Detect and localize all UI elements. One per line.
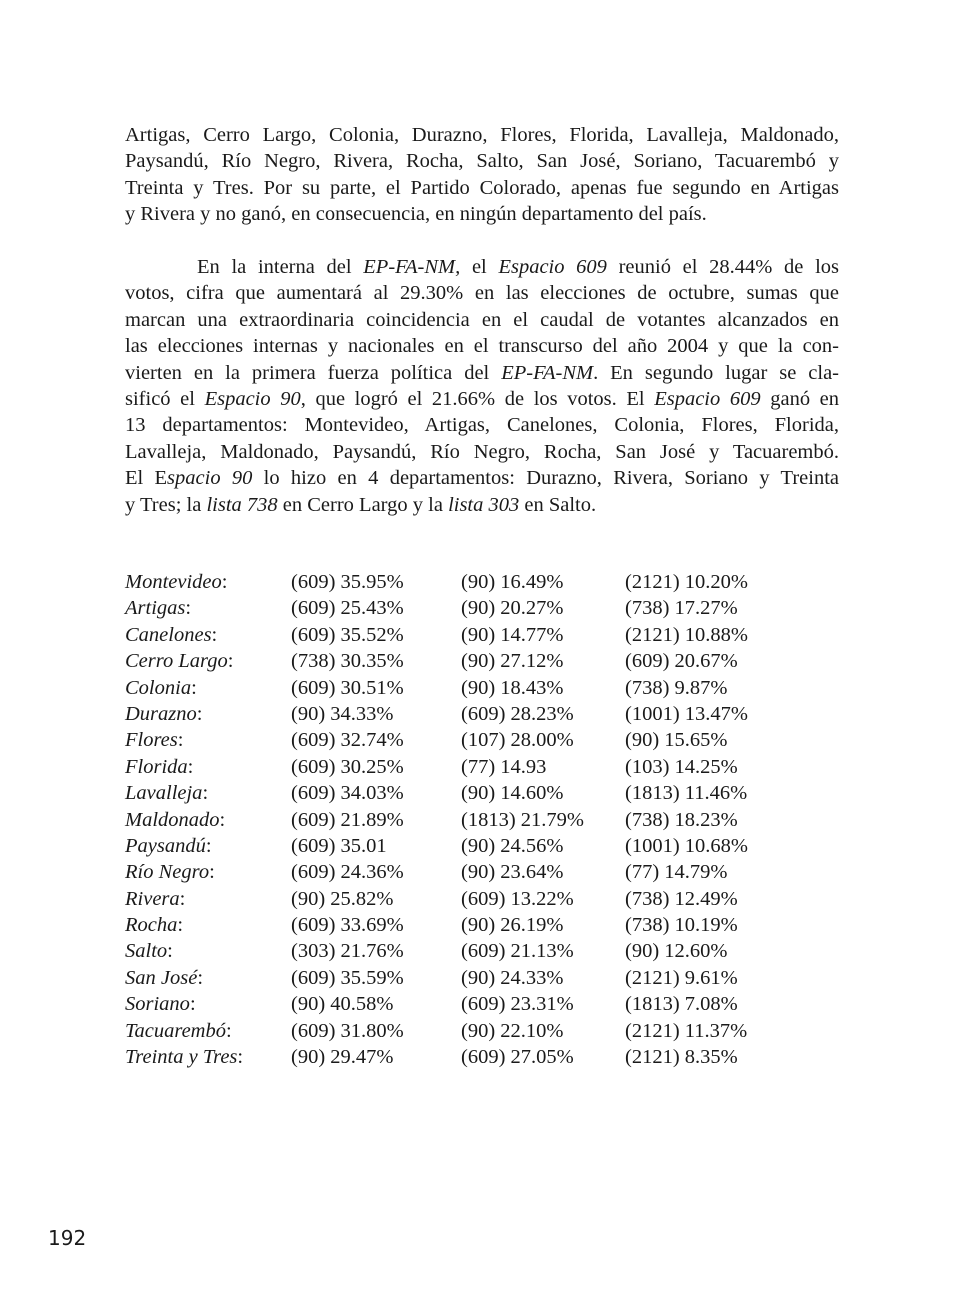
result-cell-1: (609) 35.01 bbox=[291, 834, 387, 857]
result-cell-2: (609) 23.31% bbox=[461, 993, 574, 1016]
result-cell-2: (90) 27.12% bbox=[461, 650, 564, 673]
result-cell-1: (609) 35.95% bbox=[291, 571, 404, 593]
result-cell-1: (738) 30.35% bbox=[291, 650, 404, 673]
department-name: Rivera: bbox=[125, 887, 186, 910]
result-cell-3: (77) 14.79% bbox=[625, 861, 728, 884]
result-cell-1: (90) 40.58% bbox=[291, 993, 394, 1016]
page-number: 192 bbox=[48, 1226, 87, 1250]
department-name: Rocha: bbox=[125, 914, 184, 937]
table-row bbox=[125, 859, 795, 885]
result-cell-1: (609) 21.89% bbox=[291, 808, 404, 831]
paragraph-internal-election bbox=[125, 254, 839, 518]
table-row bbox=[125, 1018, 795, 1044]
table-row bbox=[125, 569, 795, 595]
result-cell-1: (90) 34.33% bbox=[291, 702, 394, 725]
table-row bbox=[125, 965, 795, 991]
department-name: Maldonado: bbox=[125, 808, 226, 831]
result-cell-2: (77) 14.93 bbox=[461, 755, 547, 778]
result-cell-3: (2121) 11.37% bbox=[625, 1019, 748, 1042]
result-cell-1: (609) 25.43% bbox=[291, 597, 404, 620]
result-cell-1: (609) 31.80% bbox=[291, 1019, 404, 1042]
result-cell-2: (90) 18.43% bbox=[461, 676, 564, 699]
table-row bbox=[125, 938, 795, 964]
result-cell-1: (90) 25.82% bbox=[291, 887, 394, 910]
table-row bbox=[125, 622, 795, 648]
text-line: y Rivera y no ganó, en consecuencia, en ningún departamento del país. bbox=[125, 203, 707, 226]
result-cell-3: (1813) 11.46% bbox=[625, 782, 748, 805]
department-name: Montevideo: bbox=[125, 571, 228, 593]
department-name: Florida: bbox=[125, 755, 194, 778]
department-name: Flores: bbox=[125, 729, 184, 752]
result-cell-3: (738) 18.23% bbox=[625, 808, 738, 831]
result-cell-3: (738) 9.87% bbox=[625, 676, 728, 699]
result-cell-2: (90) 24.56% bbox=[461, 834, 564, 857]
department-name: Soriano: bbox=[125, 993, 196, 1016]
result-cell-3: (2121) 9.61% bbox=[625, 966, 738, 989]
department-name: San José: bbox=[125, 966, 204, 989]
result-cell-1: (303) 21.76% bbox=[291, 940, 404, 963]
result-cell-3: (2121) 10.88% bbox=[625, 623, 748, 646]
table-row bbox=[125, 912, 795, 938]
result-cell-3: (738) 12.49% bbox=[625, 887, 738, 910]
text-line: Lavalleja, Maldonado, Paysandú, Río Negro, Rocha, San José y Tacuarembó. bbox=[125, 440, 839, 463]
table-row bbox=[125, 675, 795, 701]
table-row bbox=[125, 648, 795, 674]
result-cell-1: (609) 33.69% bbox=[291, 914, 404, 937]
department-name: Colonia: bbox=[125, 676, 197, 699]
result-cell-2: (609) 21.13% bbox=[461, 940, 574, 963]
result-cell-2: (90) 22.10% bbox=[461, 1019, 564, 1042]
department-name: Salto: bbox=[125, 940, 173, 963]
department-name: Durazno: bbox=[125, 702, 203, 725]
text-line: marcan una extraordinaria coincidencia en el caudal de votantes alcanzados en bbox=[125, 308, 839, 331]
result-cell-2: (90) 26.19% bbox=[461, 914, 564, 937]
result-cell-3: (738) 10.19% bbox=[625, 914, 738, 937]
results-by-department-table bbox=[125, 569, 795, 1070]
result-cell-1: (609) 35.52% bbox=[291, 623, 404, 646]
result-cell-3: (609) 20.67% bbox=[625, 650, 738, 673]
table-row bbox=[125, 754, 795, 780]
result-cell-2: (90) 16.49% bbox=[461, 571, 564, 593]
result-cell-3: (90) 12.60% bbox=[625, 940, 728, 963]
result-cell-1: (609) 30.25% bbox=[291, 755, 404, 778]
table-row bbox=[125, 727, 795, 753]
text-line: En la interna del EP-FA-NM, el Espacio 609 reunió el 28.44% de los bbox=[197, 256, 839, 278]
result-cell-1: (609) 35.59% bbox=[291, 966, 404, 989]
result-cell-3: (103) 14.25% bbox=[625, 755, 738, 778]
text-line: El Espacio 90 lo hizo en 4 departamentos: Durazno, Rivera, Soriano y Treinta bbox=[125, 467, 839, 490]
department-name: Canelones: bbox=[125, 623, 218, 646]
department-name: Tacuarembó: bbox=[125, 1019, 232, 1042]
result-cell-2: (90) 23.64% bbox=[461, 861, 564, 884]
paragraph-departments-summary bbox=[125, 122, 839, 228]
department-name: Lavalleja: bbox=[125, 782, 209, 805]
table-row bbox=[125, 886, 795, 912]
text-line: y Tres; la lista 738 en Cerro Largo y la lista 303 en Salto. bbox=[125, 493, 597, 516]
table-row bbox=[125, 807, 795, 833]
table-row bbox=[125, 833, 795, 859]
table-row bbox=[125, 1044, 795, 1070]
result-cell-2: (90) 20.27% bbox=[461, 597, 564, 620]
result-cell-3: (2121) 8.35% bbox=[625, 1046, 738, 1069]
result-cell-2: (107) 28.00% bbox=[461, 729, 574, 752]
table-row bbox=[125, 595, 795, 621]
result-cell-2: (90) 14.77% bbox=[461, 623, 564, 646]
result-cell-2: (609) 13.22% bbox=[461, 887, 574, 910]
result-cell-3: (738) 17.27% bbox=[625, 597, 738, 620]
result-cell-1: (609) 32.74% bbox=[291, 729, 404, 752]
department-name: Cerro Largo: bbox=[125, 650, 234, 673]
result-cell-1: (90) 29.47% bbox=[291, 1046, 394, 1069]
text-line: vierten en la primera fuerza política del EP-FA-NM. En segundo lugar se cla- bbox=[125, 361, 839, 384]
result-cell-2: (90) 14.60% bbox=[461, 782, 564, 805]
table-row bbox=[125, 701, 795, 727]
result-cell-3: (1813) 7.08% bbox=[625, 993, 738, 1016]
result-cell-3: (90) 15.65% bbox=[625, 729, 728, 752]
result-cell-1: (609) 30.51% bbox=[291, 676, 404, 699]
result-cell-1: (609) 34.03% bbox=[291, 782, 404, 805]
result-cell-2: (609) 27.05% bbox=[461, 1046, 574, 1069]
result-cell-3: (1001) 13.47% bbox=[625, 702, 748, 725]
result-cell-1: (609) 24.36% bbox=[291, 861, 404, 884]
table-row bbox=[125, 780, 795, 806]
text-line: Artigas, Cerro Largo, Colonia, Durazno, Flores, Florida, Lavalleja, Maldonado, bbox=[125, 124, 839, 146]
text-line: votos, cifra que aumentará al 29.30% en las elecciones de octubre, sumas que bbox=[125, 282, 839, 305]
department-name: Río Negro: bbox=[125, 861, 215, 884]
result-cell-2: (1813) 21.79% bbox=[461, 808, 584, 831]
department-name: Paysandú: bbox=[125, 834, 212, 857]
result-cell-3: (2121) 10.20% bbox=[625, 571, 748, 593]
text-line: 13 departamentos: Montevideo, Artigas, Canelones, Colonia, Flores, Florida, bbox=[125, 414, 839, 437]
text-line: las elecciones internas y nacionales en el transcurso del año 2004 y que la con- bbox=[125, 335, 839, 358]
text-line: sificó el Espacio 90, que logró el 21.66% de los votos. El Espacio 609 ganó en bbox=[125, 388, 840, 411]
result-cell-2: (90) 24.33% bbox=[461, 966, 564, 989]
result-cell-3: (1001) 10.68% bbox=[625, 834, 748, 857]
table-row bbox=[125, 991, 795, 1017]
text-line: Treinta y Tres. Por su parte, el Partido Colorado, apenas fue segundo en Artigas bbox=[125, 176, 839, 199]
department-name: Treinta y Tres: bbox=[125, 1046, 244, 1069]
department-name: Artigas: bbox=[125, 597, 192, 620]
result-cell-2: (609) 28.23% bbox=[461, 702, 574, 725]
text-line: Paysandú, Río Negro, Rivera, Rocha, Salto, San José, Soriano, Tacuarembó y bbox=[125, 150, 839, 173]
